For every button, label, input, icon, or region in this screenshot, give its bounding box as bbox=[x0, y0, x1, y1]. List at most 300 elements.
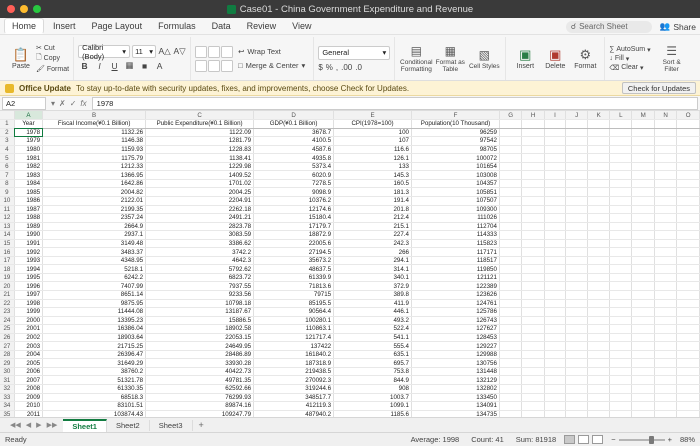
confirm-edit-icon[interactable]: ✓ bbox=[69, 98, 77, 108]
cell-L33[interactable] bbox=[610, 393, 632, 402]
cell-B3[interactable]: 1146.38 bbox=[43, 137, 146, 146]
cell-E28[interactable]: 635.1 bbox=[334, 350, 412, 359]
cell-D24[interactable]: 100280.1 bbox=[254, 316, 334, 325]
cut-button[interactable] bbox=[36, 44, 69, 52]
cell-L13[interactable] bbox=[610, 222, 632, 231]
cell-K33[interactable] bbox=[588, 393, 610, 402]
cell-K25[interactable] bbox=[588, 325, 610, 334]
cell-J35[interactable] bbox=[566, 410, 588, 417]
cell-A13[interactable]: 1989 bbox=[14, 222, 42, 231]
cell-N8[interactable] bbox=[654, 179, 676, 188]
cell-I8[interactable] bbox=[544, 179, 565, 188]
cell-A7[interactable]: 1983 bbox=[14, 171, 42, 180]
row-header-27[interactable]: 27 bbox=[0, 342, 14, 351]
spreadsheet-grid[interactable] bbox=[0, 111, 700, 417]
cell-H11[interactable] bbox=[522, 205, 544, 214]
cell-E4[interactable]: 116.6 bbox=[334, 145, 412, 154]
cell-O29[interactable] bbox=[677, 359, 700, 368]
cell-I13[interactable] bbox=[544, 222, 565, 231]
cell-C29[interactable]: 33930.28 bbox=[146, 359, 254, 368]
cell-I2[interactable] bbox=[544, 128, 565, 137]
cell-L32[interactable] bbox=[610, 385, 632, 394]
cell-O21[interactable] bbox=[677, 290, 700, 299]
cell-A31[interactable]: 2007 bbox=[14, 376, 42, 385]
cell-G35[interactable] bbox=[499, 410, 522, 417]
cell-B12[interactable]: 2357.24 bbox=[43, 214, 146, 223]
cell-K11[interactable] bbox=[588, 205, 610, 214]
cell-F35[interactable]: 134735 bbox=[411, 410, 499, 417]
cell-E8[interactable]: 160.5 bbox=[334, 179, 412, 188]
sheet-nav-arrows[interactable] bbox=[4, 421, 63, 429]
cell-D11[interactable]: 12174.6 bbox=[254, 205, 334, 214]
align-bottom-icon[interactable] bbox=[221, 46, 233, 58]
cell-O9[interactable] bbox=[677, 188, 700, 197]
cell-G24[interactable] bbox=[499, 316, 522, 325]
cell-J2[interactable] bbox=[566, 128, 588, 137]
row-header-32[interactable]: 32 bbox=[0, 385, 14, 394]
cell-K13[interactable] bbox=[588, 222, 610, 231]
cell-D34[interactable]: 412119.3 bbox=[254, 402, 334, 411]
cell-D9[interactable]: 9098.9 bbox=[254, 188, 334, 197]
cell-I12[interactable] bbox=[544, 214, 565, 223]
cell-O17[interactable] bbox=[677, 256, 700, 265]
cell-J12[interactable] bbox=[566, 214, 588, 223]
cell-D35[interactable]: 487940.2 bbox=[254, 410, 334, 417]
cell-M8[interactable] bbox=[632, 179, 655, 188]
cell-D6[interactable]: 5373.4 bbox=[254, 162, 334, 171]
cell-D26[interactable]: 121717.4 bbox=[254, 333, 334, 342]
row-header-24[interactable]: 24 bbox=[0, 316, 14, 325]
cell-O35[interactable] bbox=[677, 410, 700, 417]
cell-A1[interactable]: Year bbox=[14, 120, 42, 129]
cell-H25[interactable] bbox=[522, 325, 544, 334]
cell-D21[interactable]: 79715 bbox=[254, 290, 334, 299]
row-header-13[interactable]: 13 bbox=[0, 222, 14, 231]
cell-M13[interactable] bbox=[632, 222, 655, 231]
conditional-formatting-button[interactable] bbox=[399, 44, 433, 73]
cell-B34[interactable]: 83101.51 bbox=[43, 402, 146, 411]
cell-O4[interactable] bbox=[677, 145, 700, 154]
cell-E5[interactable]: 126.1 bbox=[334, 154, 412, 163]
cell-H13[interactable] bbox=[522, 222, 544, 231]
cell-J10[interactable] bbox=[566, 196, 588, 205]
cell-H31[interactable] bbox=[522, 376, 544, 385]
cell-C20[interactable]: 7937.55 bbox=[146, 282, 254, 291]
cell-G31[interactable] bbox=[499, 376, 522, 385]
cell-F24[interactable]: 126743 bbox=[411, 316, 499, 325]
cell-H23[interactable] bbox=[522, 308, 544, 317]
cell-I9[interactable] bbox=[544, 188, 565, 197]
align-top-icon[interactable] bbox=[195, 46, 207, 58]
cell-F22[interactable]: 124761 bbox=[411, 299, 499, 308]
function-icon[interactable]: fx bbox=[80, 98, 87, 108]
cell-N16[interactable] bbox=[654, 248, 676, 257]
format-as-table-button[interactable] bbox=[433, 44, 467, 73]
cell-D18[interactable]: 48637.5 bbox=[254, 265, 334, 274]
cell-L5[interactable] bbox=[610, 154, 632, 163]
cell-L8[interactable] bbox=[610, 179, 632, 188]
cell-D23[interactable]: 90564.4 bbox=[254, 308, 334, 317]
cell-E31[interactable]: 844.9 bbox=[334, 376, 412, 385]
cell-E11[interactable]: 201.8 bbox=[334, 205, 412, 214]
cell-A35[interactable]: 2011 bbox=[14, 410, 42, 417]
row-header-18[interactable]: 18 bbox=[0, 265, 14, 274]
cell-B5[interactable]: 1175.79 bbox=[43, 154, 146, 163]
row-header-21[interactable]: 21 bbox=[0, 290, 14, 299]
cell-E6[interactable]: 133 bbox=[334, 162, 412, 171]
cell-O11[interactable] bbox=[677, 205, 700, 214]
cell-M28[interactable] bbox=[632, 350, 655, 359]
cell-N32[interactable] bbox=[654, 385, 676, 394]
cell-A12[interactable]: 1988 bbox=[14, 214, 42, 223]
cell-I1[interactable] bbox=[544, 120, 565, 129]
cell-L19[interactable] bbox=[610, 273, 632, 282]
cell-C26[interactable]: 22053.15 bbox=[146, 333, 254, 342]
cell-O25[interactable] bbox=[677, 325, 700, 334]
next-sheet-icon[interactable]: ▶ bbox=[36, 422, 42, 429]
row-header-9[interactable]: 9 bbox=[0, 188, 14, 197]
cell-E24[interactable]: 493.2 bbox=[334, 316, 412, 325]
cell-F10[interactable]: 107507 bbox=[411, 196, 499, 205]
cell-G11[interactable] bbox=[499, 205, 522, 214]
cell-O10[interactable] bbox=[677, 196, 700, 205]
cell-H22[interactable] bbox=[522, 299, 544, 308]
cell-M22[interactable] bbox=[632, 299, 655, 308]
delete-cells-button[interactable] bbox=[540, 48, 570, 70]
row-header-11[interactable]: 11 bbox=[0, 205, 14, 214]
cell-O8[interactable] bbox=[677, 179, 700, 188]
cell-I10[interactable] bbox=[544, 196, 565, 205]
cell-F23[interactable]: 125786 bbox=[411, 308, 499, 317]
cell-J29[interactable] bbox=[566, 359, 588, 368]
cell-G16[interactable] bbox=[499, 248, 522, 257]
cell-B18[interactable]: 5218.1 bbox=[43, 265, 146, 274]
cell-F25[interactable]: 127627 bbox=[411, 325, 499, 334]
cell-D12[interactable]: 15180.4 bbox=[254, 214, 334, 223]
cell-A29[interactable]: 2005 bbox=[14, 359, 42, 368]
row-header-5[interactable]: 5 bbox=[0, 154, 14, 163]
cell-F7[interactable]: 103008 bbox=[411, 171, 499, 180]
cell-I32[interactable] bbox=[544, 385, 565, 394]
cell-F16[interactable]: 117171 bbox=[411, 248, 499, 257]
check-for-updates-button[interactable]: Check for Updates bbox=[622, 82, 696, 94]
cell-A23[interactable]: 1999 bbox=[14, 308, 42, 317]
cell-D16[interactable]: 27194.5 bbox=[254, 248, 334, 257]
cell-H33[interactable] bbox=[522, 393, 544, 402]
cell-M25[interactable] bbox=[632, 325, 655, 334]
cell-B29[interactable]: 31649.29 bbox=[43, 359, 146, 368]
cell-O20[interactable] bbox=[677, 282, 700, 291]
cell-C31[interactable]: 49781.35 bbox=[146, 376, 254, 385]
cell-D10[interactable]: 10376.2 bbox=[254, 196, 334, 205]
cell-K31[interactable] bbox=[588, 376, 610, 385]
cell-C5[interactable]: 1138.41 bbox=[146, 154, 254, 163]
cell-O24[interactable] bbox=[677, 316, 700, 325]
cell-M6[interactable] bbox=[632, 162, 655, 171]
row-header-14[interactable]: 14 bbox=[0, 231, 14, 240]
cell-A25[interactable]: 2001 bbox=[14, 325, 42, 334]
cell-L18[interactable] bbox=[610, 265, 632, 274]
decrease-font-size-button[interactable]: A▽ bbox=[173, 46, 186, 56]
cell-L31[interactable] bbox=[610, 376, 632, 385]
bold-button[interactable]: B bbox=[81, 60, 88, 71]
cell-J13[interactable] bbox=[566, 222, 588, 231]
page-layout-view-button[interactable] bbox=[578, 435, 589, 444]
cell-N1[interactable] bbox=[654, 120, 676, 129]
cell-G29[interactable] bbox=[499, 359, 522, 368]
cell-C7[interactable]: 1409.52 bbox=[146, 171, 254, 180]
underline-button[interactable]: U bbox=[111, 60, 118, 71]
cell-N31[interactable] bbox=[654, 376, 676, 385]
column-header-B[interactable]: B bbox=[43, 111, 146, 120]
cell-A15[interactable]: 1991 bbox=[14, 239, 42, 248]
cell-N3[interactable] bbox=[654, 137, 676, 146]
currency-format-button[interactable]: $ bbox=[318, 62, 323, 72]
cell-F9[interactable]: 105851 bbox=[411, 188, 499, 197]
cell-J11[interactable] bbox=[566, 205, 588, 214]
cell-D22[interactable]: 85195.5 bbox=[254, 299, 334, 308]
cell-G30[interactable] bbox=[499, 367, 522, 376]
cell-C3[interactable]: 1281.79 bbox=[146, 137, 254, 146]
increase-font-size-button[interactable]: A△ bbox=[158, 46, 171, 56]
cell-H2[interactable] bbox=[522, 128, 544, 137]
cell-G22[interactable] bbox=[499, 299, 522, 308]
cell-A8[interactable]: 1984 bbox=[14, 179, 42, 188]
cell-N15[interactable] bbox=[654, 239, 676, 248]
cell-E10[interactable]: 191.4 bbox=[334, 196, 412, 205]
column-header-C[interactable]: C bbox=[146, 111, 254, 120]
cell-J24[interactable] bbox=[566, 316, 588, 325]
cell-G27[interactable] bbox=[499, 342, 522, 351]
cell-F4[interactable]: 98705 bbox=[411, 145, 499, 154]
column-header-O[interactable]: O bbox=[677, 111, 700, 120]
cell-B4[interactable]: 1159.93 bbox=[43, 145, 146, 154]
cell-B13[interactable]: 2664.9 bbox=[43, 222, 146, 231]
cell-L29[interactable] bbox=[610, 359, 632, 368]
cell-F12[interactable]: 111026 bbox=[411, 214, 499, 223]
cell-O19[interactable] bbox=[677, 273, 700, 282]
cell-F34[interactable]: 134091 bbox=[411, 402, 499, 411]
cell-N29[interactable] bbox=[654, 359, 676, 368]
cell-K2[interactable] bbox=[588, 128, 610, 137]
cell-B6[interactable]: 1212.33 bbox=[43, 162, 146, 171]
percent-format-button[interactable]: % bbox=[325, 62, 333, 72]
cell-K21[interactable] bbox=[588, 290, 610, 299]
cell-K29[interactable] bbox=[588, 359, 610, 368]
cell-E26[interactable]: 541.1 bbox=[334, 333, 412, 342]
cell-K15[interactable] bbox=[588, 239, 610, 248]
cell-J6[interactable] bbox=[566, 162, 588, 171]
cell-J18[interactable] bbox=[566, 265, 588, 274]
cell-F2[interactable]: 96259 bbox=[411, 128, 499, 137]
cell-I27[interactable] bbox=[544, 342, 565, 351]
cell-A14[interactable]: 1990 bbox=[14, 231, 42, 240]
cell-H9[interactable] bbox=[522, 188, 544, 197]
cell-C30[interactable]: 40422.73 bbox=[146, 367, 254, 376]
cell-J5[interactable] bbox=[566, 154, 588, 163]
cell-M20[interactable] bbox=[632, 282, 655, 291]
cell-B9[interactable]: 2004.82 bbox=[43, 188, 146, 197]
cell-M9[interactable] bbox=[632, 188, 655, 197]
cell-K27[interactable] bbox=[588, 342, 610, 351]
cell-M29[interactable] bbox=[632, 359, 655, 368]
cell-B32[interactable]: 61330.35 bbox=[43, 385, 146, 394]
cell-O15[interactable] bbox=[677, 239, 700, 248]
row-header-25[interactable]: 25 bbox=[0, 325, 14, 334]
cell-G6[interactable] bbox=[499, 162, 522, 171]
row-header-33[interactable]: 33 bbox=[0, 393, 14, 402]
sort-filter-button[interactable] bbox=[655, 44, 689, 73]
cell-L28[interactable] bbox=[610, 350, 632, 359]
cell-A9[interactable]: 1985 bbox=[14, 188, 42, 197]
first-sheet-icon[interactable]: ◀◀ bbox=[10, 422, 21, 429]
page-break-view-button[interactable] bbox=[592, 435, 603, 444]
cell-N23[interactable] bbox=[654, 308, 676, 317]
column-header-D[interactable]: D bbox=[254, 111, 334, 120]
cell-L21[interactable] bbox=[610, 290, 632, 299]
cell-L17[interactable] bbox=[610, 256, 632, 265]
cell-N5[interactable] bbox=[654, 154, 676, 163]
cell-H20[interactable] bbox=[522, 282, 544, 291]
cell-O3[interactable] bbox=[677, 137, 700, 146]
cell-B10[interactable]: 2122.01 bbox=[43, 196, 146, 205]
share-button[interactable] bbox=[660, 21, 696, 32]
cell-C18[interactable]: 5792.62 bbox=[146, 265, 254, 274]
cell-A16[interactable]: 1992 bbox=[14, 248, 42, 257]
cell-E23[interactable]: 446.1 bbox=[334, 308, 412, 317]
cell-B27[interactable]: 21715.25 bbox=[43, 342, 146, 351]
cell-J8[interactable] bbox=[566, 179, 588, 188]
cell-K4[interactable] bbox=[588, 145, 610, 154]
cell-D13[interactable]: 17179.7 bbox=[254, 222, 334, 231]
cell-I31[interactable] bbox=[544, 376, 565, 385]
cell-C34[interactable]: 89874.16 bbox=[146, 402, 254, 411]
cell-O7[interactable] bbox=[677, 171, 700, 180]
cell-D20[interactable]: 71813.6 bbox=[254, 282, 334, 291]
cell-N2[interactable] bbox=[654, 128, 676, 137]
cell-M30[interactable] bbox=[632, 367, 655, 376]
cell-O1[interactable] bbox=[677, 120, 700, 129]
cell-E32[interactable]: 908 bbox=[334, 385, 412, 394]
cell-J21[interactable] bbox=[566, 290, 588, 299]
cell-N4[interactable] bbox=[654, 145, 676, 154]
cell-J28[interactable] bbox=[566, 350, 588, 359]
cell-H32[interactable] bbox=[522, 385, 544, 394]
cell-J27[interactable] bbox=[566, 342, 588, 351]
window-controls[interactable] bbox=[0, 5, 41, 13]
cell-B25[interactable]: 16386.04 bbox=[43, 325, 146, 334]
cell-K3[interactable] bbox=[588, 137, 610, 146]
cell-A19[interactable]: 1995 bbox=[14, 273, 42, 282]
cell-I25[interactable] bbox=[544, 325, 565, 334]
cell-E12[interactable]: 212.4 bbox=[334, 214, 412, 223]
cell-G34[interactable] bbox=[499, 402, 522, 411]
cell-K16[interactable] bbox=[588, 248, 610, 257]
cell-I16[interactable] bbox=[544, 248, 565, 257]
prev-sheet-icon[interactable]: ◀ bbox=[25, 422, 32, 429]
cell-L23[interactable] bbox=[610, 308, 632, 317]
cell-D32[interactable]: 319244.6 bbox=[254, 385, 334, 394]
cell-A34[interactable]: 2010 bbox=[14, 402, 42, 411]
chevron-down-icon[interactable]: ▾ bbox=[51, 98, 56, 108]
cell-C2[interactable]: 1122.09 bbox=[146, 128, 254, 137]
cancel-edit-icon[interactable]: ✗ bbox=[59, 98, 66, 108]
cell-I35[interactable] bbox=[544, 410, 565, 417]
cell-D17[interactable]: 35673.2 bbox=[254, 256, 334, 265]
cell-K9[interactable] bbox=[588, 188, 610, 197]
cell-H27[interactable] bbox=[522, 342, 544, 351]
cell-E16[interactable]: 266 bbox=[334, 248, 412, 257]
cell-A24[interactable]: 2000 bbox=[14, 316, 42, 325]
cell-K7[interactable] bbox=[588, 171, 610, 180]
cell-G1[interactable] bbox=[499, 120, 522, 129]
cell-K30[interactable] bbox=[588, 367, 610, 376]
cell-C8[interactable]: 1701.02 bbox=[146, 179, 254, 188]
cell-K8[interactable] bbox=[588, 179, 610, 188]
decrease-decimal-button[interactable]: .0 bbox=[355, 62, 362, 72]
zoom-knob[interactable] bbox=[649, 436, 654, 444]
cell-F3[interactable]: 97542 bbox=[411, 137, 499, 146]
cell-A4[interactable]: 1980 bbox=[14, 145, 42, 154]
cell-M34[interactable] bbox=[632, 402, 655, 411]
cell-F11[interactable]: 109300 bbox=[411, 205, 499, 214]
cell-K5[interactable] bbox=[588, 154, 610, 163]
cell-B30[interactable]: 38760.2 bbox=[43, 367, 146, 376]
tab-page-layout[interactable]: Page Layout bbox=[91, 21, 143, 31]
cell-M12[interactable] bbox=[632, 214, 655, 223]
cell-C19[interactable]: 6823.72 bbox=[146, 273, 254, 282]
cell-H15[interactable] bbox=[522, 239, 544, 248]
row-header-15[interactable]: 15 bbox=[0, 239, 14, 248]
cell-C11[interactable]: 2262.18 bbox=[146, 205, 254, 214]
cell-K14[interactable] bbox=[588, 231, 610, 240]
cell-J17[interactable] bbox=[566, 256, 588, 265]
cell-D28[interactable]: 161840.2 bbox=[254, 350, 334, 359]
close-window-button[interactable] bbox=[7, 5, 15, 13]
cell-K18[interactable] bbox=[588, 265, 610, 274]
cell-H8[interactable] bbox=[522, 179, 544, 188]
comma-format-button[interactable]: , bbox=[335, 62, 339, 72]
row-header-30[interactable]: 30 bbox=[0, 367, 14, 376]
cell-I18[interactable] bbox=[544, 265, 565, 274]
cell-C27[interactable]: 24649.95 bbox=[146, 342, 254, 351]
last-sheet-icon[interactable]: ▶▶ bbox=[46, 422, 58, 429]
cell-N26[interactable] bbox=[654, 333, 676, 342]
align-center-icon[interactable] bbox=[208, 60, 220, 72]
cell-O30[interactable] bbox=[677, 367, 700, 376]
cell-F30[interactable]: 131448 bbox=[411, 367, 499, 376]
cell-B14[interactable]: 2937.1 bbox=[43, 231, 146, 240]
cell-M17[interactable] bbox=[632, 256, 655, 265]
cell-F18[interactable]: 119850 bbox=[411, 265, 499, 274]
cell-E25[interactable]: 522.4 bbox=[334, 325, 412, 334]
cell-K6[interactable] bbox=[588, 162, 610, 171]
cell-J32[interactable] bbox=[566, 385, 588, 394]
row-header-3[interactable]: 3 bbox=[0, 137, 14, 146]
cell-B33[interactable]: 68518.3 bbox=[43, 393, 146, 402]
cell-C17[interactable]: 4642.3 bbox=[146, 256, 254, 265]
cell-B35[interactable]: 103874.43 bbox=[43, 410, 146, 417]
cell-K10[interactable] bbox=[588, 196, 610, 205]
cell-E30[interactable]: 753.8 bbox=[334, 367, 412, 376]
cell-I14[interactable] bbox=[544, 231, 565, 240]
cell-J25[interactable] bbox=[566, 325, 588, 334]
cell-H30[interactable] bbox=[522, 367, 544, 376]
cell-L35[interactable] bbox=[610, 410, 632, 417]
cell-I7[interactable] bbox=[544, 171, 565, 180]
cell-D25[interactable]: 110863.1 bbox=[254, 325, 334, 334]
cell-D14[interactable]: 18872.9 bbox=[254, 231, 334, 240]
